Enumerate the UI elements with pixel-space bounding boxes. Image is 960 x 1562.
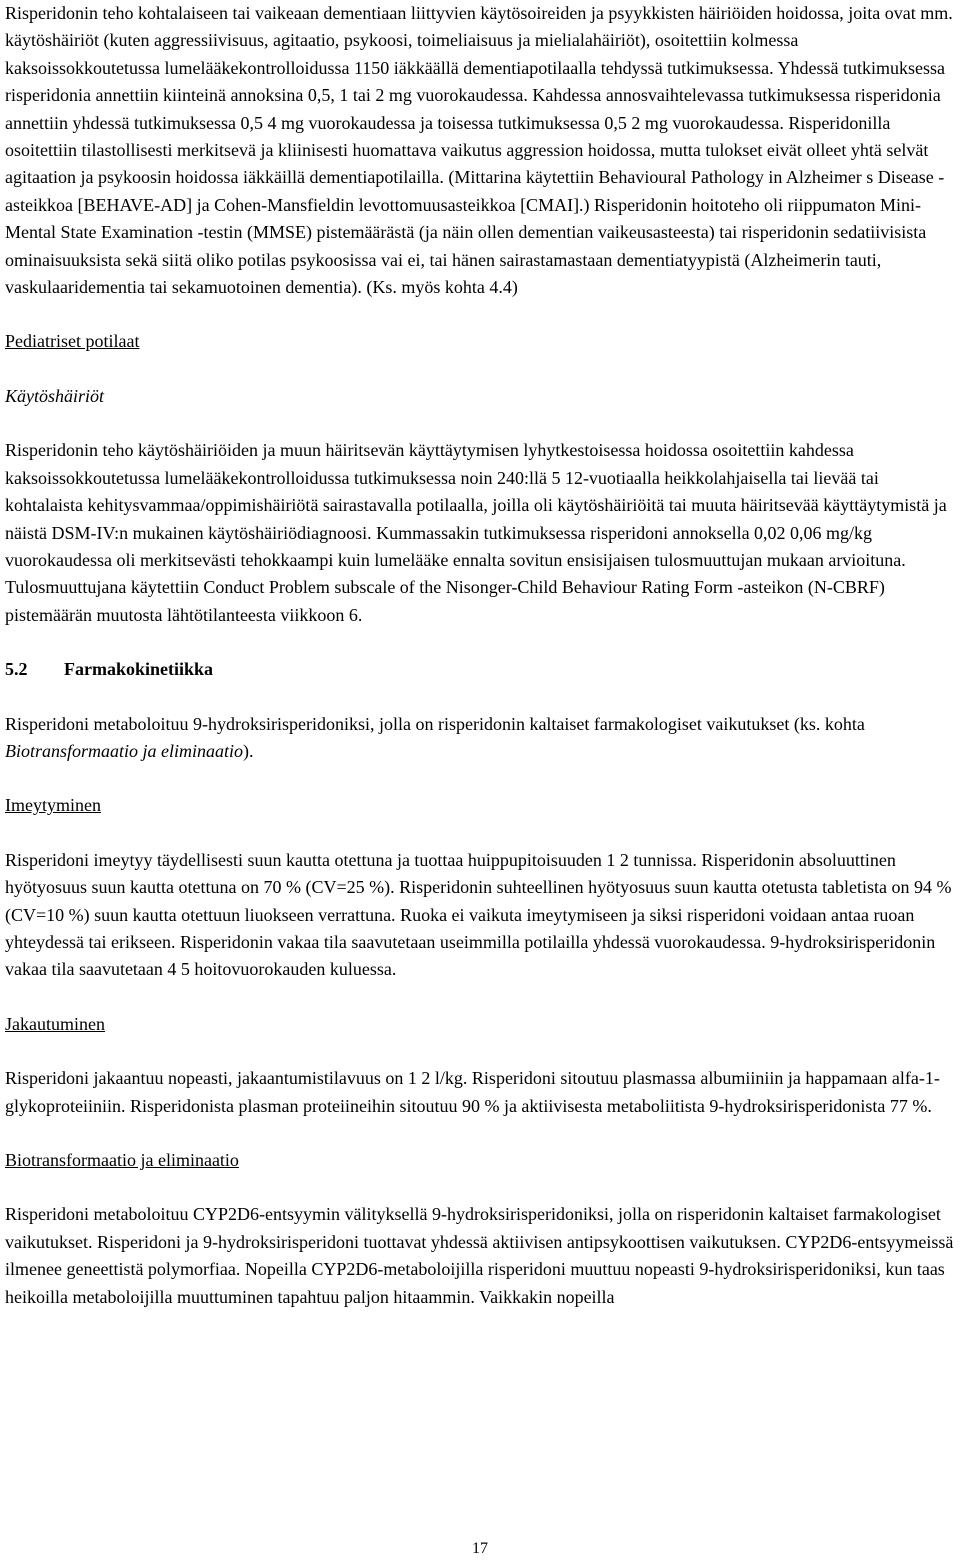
paragraph-biotransformation: Risperidoni metaboloituu CYP2D6-entsyymin välityksellä 9-hydroksirisperidoniksi, jolla on risperidonin kaltaiset farmakologiset vaikutukset. Risperidoni ja 9-hydroksirisperidoni tuottavat yhdessä aktiivisen antipsykoottisen vaikutuksen. CYP2D6-entsyymeissä ilmenee geneettistä polymorfiaa. Nopeilla CYP2D6-metaboloijilla risperidoni muuttuu nopeasti 9-hydroksirisperidoniksi, kun taas heikoilla metaboloijilla muuttuminen tapahtuu paljon hitaammin. Vaikkakin nopeilla [5, 1204, 954, 1307]
page-number: 17 [472, 1540, 488, 1557]
heading-distribution: Jakautuminen [5, 1013, 105, 1034]
paragraph-dementia-efficacy: Risperidonin teho kohtalaiseen tai vaikeaan dementiaan liittyvien käytösoireiden ja psyykkisten häiriöiden hoidossa, joita ovat mm. käytöshäiriöt (kuten aggressiivisuus, agitaatio, psykoosi, toimeliaisuus ja mielialahäiriöt), osoitettiin kolmessa kaksoissokkoutetussa lumelääkekontrolloidussa 1150 iäkkäällä dementiapotilaalla tehdyssä tutkimuksessa. Yhdessä tutkimuksessa risperidonia annettiin kiinteinä annoksina 0,5, 1 tai 2 mg vuorokaudessa. Kahdessa annosvaihtelevassa tutkimuksessa risperidonia annettiin yhdessä tutkimuksessa 0,5 4 mg vuorokaudessa ja toisessa tutkimuksessa 0,5 2 mg vuorokaudessa. Risperidonilla osoitettiin tilastollisesti merkitsevä ja kliinisesti huomattava vaikutus aggression hoidossa, mutta tulokset eivät olleet yhtä selvät agitaation ja psykoosin hoidossa iäkkäillä dementiapotilailla. (Mittarina käytettiin Behavioural Pathology in Alzheimer s Disease -asteikkoa [BEHAVE-AD] ja Cohen-Mansfieldin levottomuusasteikkoa [CMAI].) Risperidonin hoitoteho oli riippumaton Mini-Mental State Examination -testin (MMSE) pistemäärästä (ja näin ollen dementian vaikeusasteesta) tai risperidonin sedatiivisista ominaisuuksista sekä siitä oliko potilas psykoosissa vai ei, tai hänen sairastamastaan dementiatyypistä (Alzheimerin tauti, vaskulaaridementia tai sekamuotoinen dementia). (Ks. myös kohta 4.4) [5, 3, 953, 298]
cross-reference: Biotransformaatio ja eliminaatio [5, 740, 244, 761]
paragraph-distribution: Risperidoni jakaantuu nopeasti, jakaantumistilavuus on 1 2 l/kg. Risperidoni sitoutuu plasmassa albumiiniin ja happamaan alfa-1-glykoproteiiniin. Risperidonista plasman proteiineihin sitoutuu 90 % ja aktiivisesta metaboliitista 9-hydroksirisperidonista 77 %. [5, 1068, 940, 1116]
section-number: 5.2 [5, 659, 28, 680]
heading-biotransformation: Biotransformaatio ja eliminaatio [5, 1150, 239, 1170]
heading-behavior-disorders: Käytöshäiriöt [5, 385, 105, 406]
document-page [5, 0, 957, 1311]
paragraph-absorption: Risperidoni imeytyy täydellisesti suun kautta otettuna ja tuottaa huippupitoisuuden 1 2 tunnissa. Risperidonin absoluuttinen hyötyosuus suun kautta otettuna on 70 % (CV=25 %). Risperidonin suhteellinen hyötyosuus suun kautta otetusta tabletista on 94 % (CV=10 %) suun kautta otettuun liuokseen verrattuna. Ruoka ei vaikuta imeytymiseen ja siksi risperidoni voidaan antaa ruoan yhteydessä tai erikseen. Risperidonin vakaa tila saavutetaan useimmilla potilailla yhdessä vuorokaudessa. 9-hydroksirisperidonin vakaa tila saavutetaan 4 5 hoitovuorokauden kuluessa. [5, 849, 952, 980]
heading-pediatric-patients: Pediatriset potilaat [5, 331, 140, 352]
paragraph-conduct-disorders: Risperidonin teho käytöshäiriöiden ja muun häiritsevän käyttäytymisen lyhytkestoisessa hoidossa osoitettiin kahdessa kaksoissokkoutetussa lumelääkekontrolloidussa tutkimuksessa noin 240:llä 5 12-vuotiaalla heikkolahjaisella tai lievää tai kohtalaista kehitysvammaa/oppimishäiriötä sairastavalla potilaalla, joilla oli käytöshäiriöitä tai muuta häiritsevää käyttäytymistä ja näistä DSM-IV:n mukainen käytöshäiriödiagnoosi. Kummassakin tutkimuksessa risperidoni annoksella 0,02 0,06 mg/kg vuorokaudessa oli merkitsevästi tehokkaampi kuin lumelääke ennalta sovitun ensisijaisen tulosmuuttujan mukaan arvioituna. Tulosmuuttujana käytettiin Conduct Problem subscale of the Nisonger-Child Behaviour Rating Form -asteikon (N-CBRF) pistemäärän muutosta lähtötilanteesta viikkoon 6. [5, 440, 947, 625]
paragraph-metabolite-text: Risperidoni metaboloituu 9-hydroksirisperidoniksi, jolla on risperidonin kaltaiset farmakologiset vaikutukset (ks. kohta [5, 713, 865, 734]
paragraph-metabolite [5, 711, 957, 766]
section-heading-pharmacokinetics [5, 656, 957, 683]
heading-absorption: Imeytyminen [5, 795, 101, 816]
section-title: Farmakokinetiikka [64, 659, 214, 680]
paragraph-metabolite-end: ). [243, 740, 254, 761]
